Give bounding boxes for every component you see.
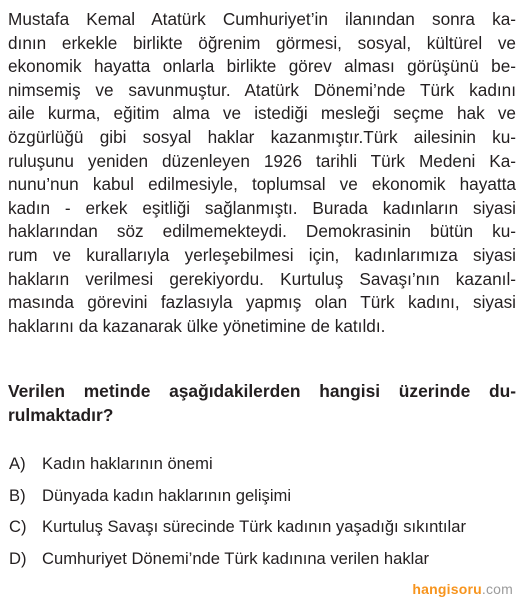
passage-line: rum ve kurallarıyla yerleşebilmesi için, kadınlarımıza siyasi bbox=[8, 244, 516, 265]
option-text: Kadın haklarının önemi bbox=[42, 454, 213, 473]
option-b[interactable] bbox=[8, 484, 516, 516]
option-letter: B) bbox=[9, 485, 26, 505]
question-line: rulmaktadır? bbox=[8, 404, 114, 425]
option-letter: A) bbox=[9, 454, 26, 473]
option-text: Cumhuriyet Dönemi’nde Türk kadınına verilen haklar bbox=[42, 548, 430, 568]
answer-options bbox=[8, 452, 516, 578]
passage-line: haklarını da kazanarak ülke yönetimine de katıldı. bbox=[8, 315, 386, 336]
passage-line: kadın - erkek eşitliği sağlanmıştı. Burada kadınların siyasi bbox=[8, 197, 516, 218]
site-watermark bbox=[412, 581, 513, 597]
passage-line: nimsemiş ve savunmuştur. Atatürk Dönemi’nde Türk kadını bbox=[8, 79, 516, 100]
passage-line: ekonomik hayatta onlarla birlikte görev alması görüşünü be- bbox=[8, 56, 516, 77]
option-a[interactable] bbox=[8, 452, 516, 484]
option-d[interactable] bbox=[8, 547, 516, 579]
passage-line: aile kurma, eğitim alma ve istediği mesleği seçme hak ve bbox=[8, 103, 516, 124]
option-letter: D) bbox=[9, 548, 27, 568]
question-line: Verilen metinde aşağıdakilerden hangisi üzerinde du- bbox=[8, 381, 516, 401]
passage-line: haklarından söz edilmemekteydi. Demokrasinin bütün ku- bbox=[8, 221, 516, 242]
watermark-name: hangisoru bbox=[412, 581, 482, 597]
option-text: Dünyada kadın haklarının gelişimi bbox=[42, 485, 292, 505]
option-c[interactable] bbox=[8, 515, 516, 547]
passage-text bbox=[8, 8, 516, 338]
passage-line: masında görevini fazlasıyla yapmış olan Türk kadını, siyasi bbox=[8, 292, 516, 313]
passage-line: özgürlüğü gibi sosyal haklar kazanmıştır.Türk ailesinin ku- bbox=[8, 126, 516, 147]
watermark-tld: .com bbox=[481, 581, 513, 597]
passage-line: dının erkekle birlikte öğrenim görmesi, sosyal, kültürel ve bbox=[8, 32, 516, 53]
passage-line: hakların verilmesi gerekiyordu. Kurtuluş Savaşı’nın kazanıl- bbox=[8, 268, 516, 289]
passage-line: nunu’nun kabul edilmesiyle, toplumsal ve ekonomik hayatta bbox=[8, 174, 516, 195]
option-text: Kurtuluş Savaşı sürecinde Türk kadının yaşadığı sıkıntılar bbox=[42, 517, 466, 536]
passage-line: Mustafa Kemal Atatürk Cumhuriyet’in ilanından sonra ka- bbox=[8, 9, 516, 29]
option-letter: C) bbox=[9, 517, 27, 536]
question-text bbox=[8, 380, 516, 427]
passage-line: ruluşunu yeniden düzenleyen 1926 tarihli Türk Medeni Ka- bbox=[8, 150, 516, 171]
